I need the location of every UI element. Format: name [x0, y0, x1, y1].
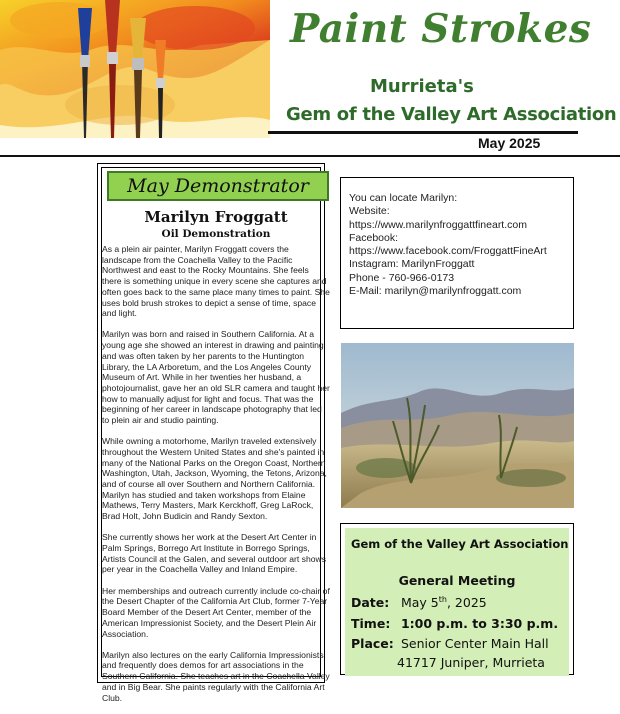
bio-paragraph: While owning a motorhome, Marilyn traveled extensively throughout the Western United States and she's painted in many of the National Parks on the Oregon Coast, Northern Washington, Utah, Jackson, Wyoming, the Tetons, Arizona, and of course all over Southern and Northern California. Marilyn has studied and taken workshops from Elaine Mathews, Terry Masters, Mark Kerckhoff, Greg LaRock, Brad Holt, John Budicin and Randy Sexton. — [102, 436, 327, 522]
section-banner: May Demonstrator — [107, 171, 321, 201]
facebook-label: Facebook: — [349, 231, 399, 244]
place-label: Place: — [351, 636, 394, 651]
date-label: Date: — [351, 595, 390, 611]
place-line1: Senior Center Main Hall — [400, 636, 549, 651]
place-line2: 41717 Juniper, Murrieta — [397, 655, 545, 670]
bio-paragraph: Her memberships and outreach currently include co-chair of the Desert Chapter of the California Art Club, former 7-Year Board Member of the Desert Art Center, member of the American Impressionist Society, and the Desert Plein Air Association. — [102, 585, 330, 639]
time-label: Time: — [351, 616, 391, 631]
general-meeting-box — [340, 523, 574, 675]
meeting-time-row — [351, 616, 558, 631]
contact-box — [340, 177, 574, 329]
website-label: Website: — [349, 205, 390, 218]
demonstration-type: Oil Demonstration — [161, 228, 271, 240]
subtitle-city: Murrieta's — [370, 76, 474, 97]
instagram-handle: Instagram: MarilynFroggatt — [349, 258, 475, 271]
meeting-title: General Meeting — [398, 573, 516, 588]
demonstrator-bio — [102, 244, 330, 703]
landscape-painting-image — [341, 343, 574, 508]
demonstrator-name: Marilyn Froggatt — [144, 208, 288, 226]
paintbrush-art-image — [0, 0, 270, 138]
demonstrator-article-inner — [101, 167, 330, 703]
demonstrator-article — [97, 163, 330, 703]
date-value-year: , 2025 — [446, 595, 487, 611]
email-address[interactable]: E-Mail: marilyn@marilynfroggatt.com — [349, 285, 522, 298]
general-meeting-panel — [345, 528, 569, 676]
bio-paragraph: She currently shows her work at the Desert Art Center in Palm Springs, Borrego Art Institute in Borrego Springs, Artists Council at the Galen, and several outdoor art shows per year in the Coachella Valley and Inland Empire. — [102, 532, 327, 575]
bio-paragraph: As a plein air painter, Marilyn Froggatt covers the landscape from the Coachella Valley to the Pacific Northwest and east to the Rocky Mountains. She feels there is something unique in every scene she captures and often goes back to the same place many times to paint. She uses bold brush strokes to depict a sense of time, space and light. — [102, 244, 330, 319]
subtitle-association: Gem of the Valley Art Association — [286, 104, 617, 125]
date-value — [401, 595, 487, 610]
meeting-place-row — [351, 636, 549, 651]
contact-intro: You can locate Marilyn: — [349, 192, 458, 204]
header-rule — [268, 131, 578, 134]
issue-date: May 2025 — [478, 135, 541, 151]
time-value: 1:00 p.m. to 3:30 p.m. — [400, 616, 559, 631]
bio-paragraph: Marilyn also lectures on the early California Impressionists and frequently does demos for art associations in the Southern California. She teaches art in the Coachella Valley and in Big Bear. She paints regularly with the California Art Club. — [102, 649, 330, 703]
masthead — [0, 0, 620, 160]
bio-paragraph: Marilyn was born and raised in Southern California. At a young age she showed an interest in drawing and painting and was often taken by her parents to the Huntington Library, the LA Arboretum, and the Los Angeles County Museum of Art. While in her twenties her husband, a photojournalist, gave her an old SLR camera and taught her how to manually adjust for light and focus. That was the beginning of her career in landscape photography that led to plein air and studio painting. — [102, 329, 330, 426]
header-bottom-rule — [0, 155, 620, 157]
date-value-main: May 5 — [400, 595, 439, 611]
date-ordinal: th — [438, 595, 447, 604]
newsletter-title: Paint Strokes — [290, 6, 592, 52]
phone-number: Phone - 760-966-0173 — [349, 271, 455, 284]
website-link[interactable]: https://www.marilynfroggattfineart.com — [349, 218, 527, 231]
facebook-link[interactable]: https://www.facebook.com/FroggattFineArt — [349, 245, 547, 258]
meeting-association: Gem of the Valley Art Association — [351, 537, 569, 551]
meeting-date-row — [351, 595, 487, 610]
